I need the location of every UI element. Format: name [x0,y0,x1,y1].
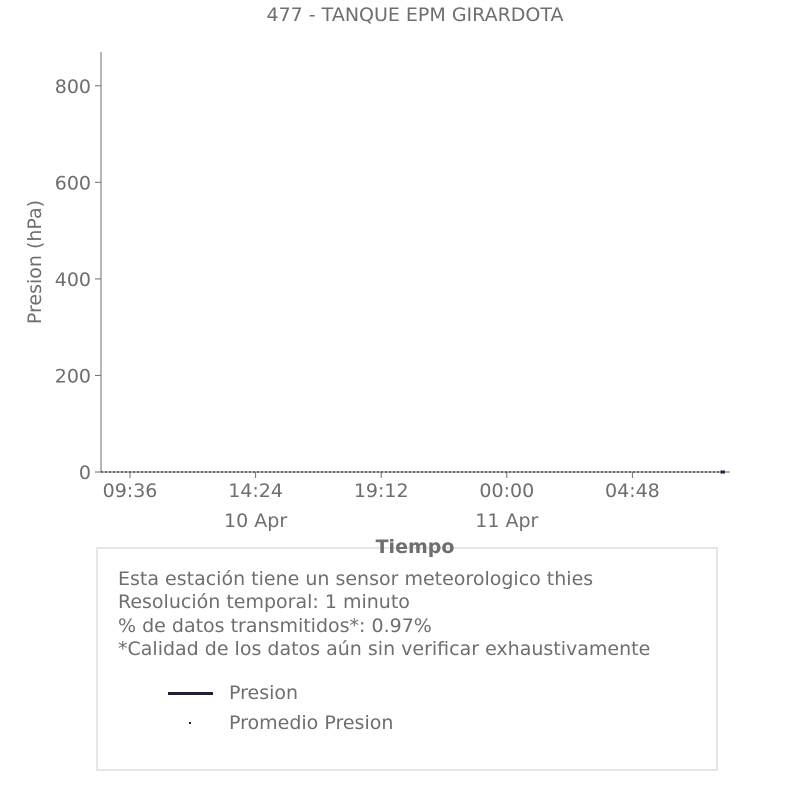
x-tick-label: 09:36 [102,480,158,502]
info-line-transmitted: % de datos transmitidos*: 0.97% [118,614,432,637]
legend-label-presion: Presion [229,682,299,704]
legend-line-swatch [168,692,213,695]
info-line-resolution: Resolución temporal: 1 minuto [118,591,410,614]
x-ticks [103,472,660,532]
chart-title: 477 - TANQUE EPM GIRARDOTA [266,4,564,26]
info-line-quality: *Calidad de los datos aún sin verificar exhaustivamente [118,637,651,660]
x-date-label: 10 Apr [224,510,288,532]
legend-dot-swatch [189,722,191,724]
x-date-label: 11 Apr [475,510,539,532]
info-line-sensor: Esta estación tiene un sensor meteorologico thies [118,568,594,590]
x-tick-label: 00:00 [479,480,535,502]
y-tick-label: 400 [54,268,91,291]
info-panel [96,547,718,771]
y-tick-label: 200 [54,365,91,388]
legend-label-promedio: Promedio Presion [229,712,394,734]
x-tick-label: 14:24 [228,480,283,502]
x-tick-label: 19:12 [353,480,409,502]
y-ticks [55,76,101,484]
y-tick-label: 800 [54,75,91,98]
x-axis-label: Tiempo [375,536,455,558]
y-tick-label: 0 [78,462,91,484]
y-tick-label: 600 [54,172,91,195]
info-text [118,568,650,661]
x-tick-label: 04:48 [605,480,660,502]
y-axis-label: Presion (hPa) [24,199,46,325]
